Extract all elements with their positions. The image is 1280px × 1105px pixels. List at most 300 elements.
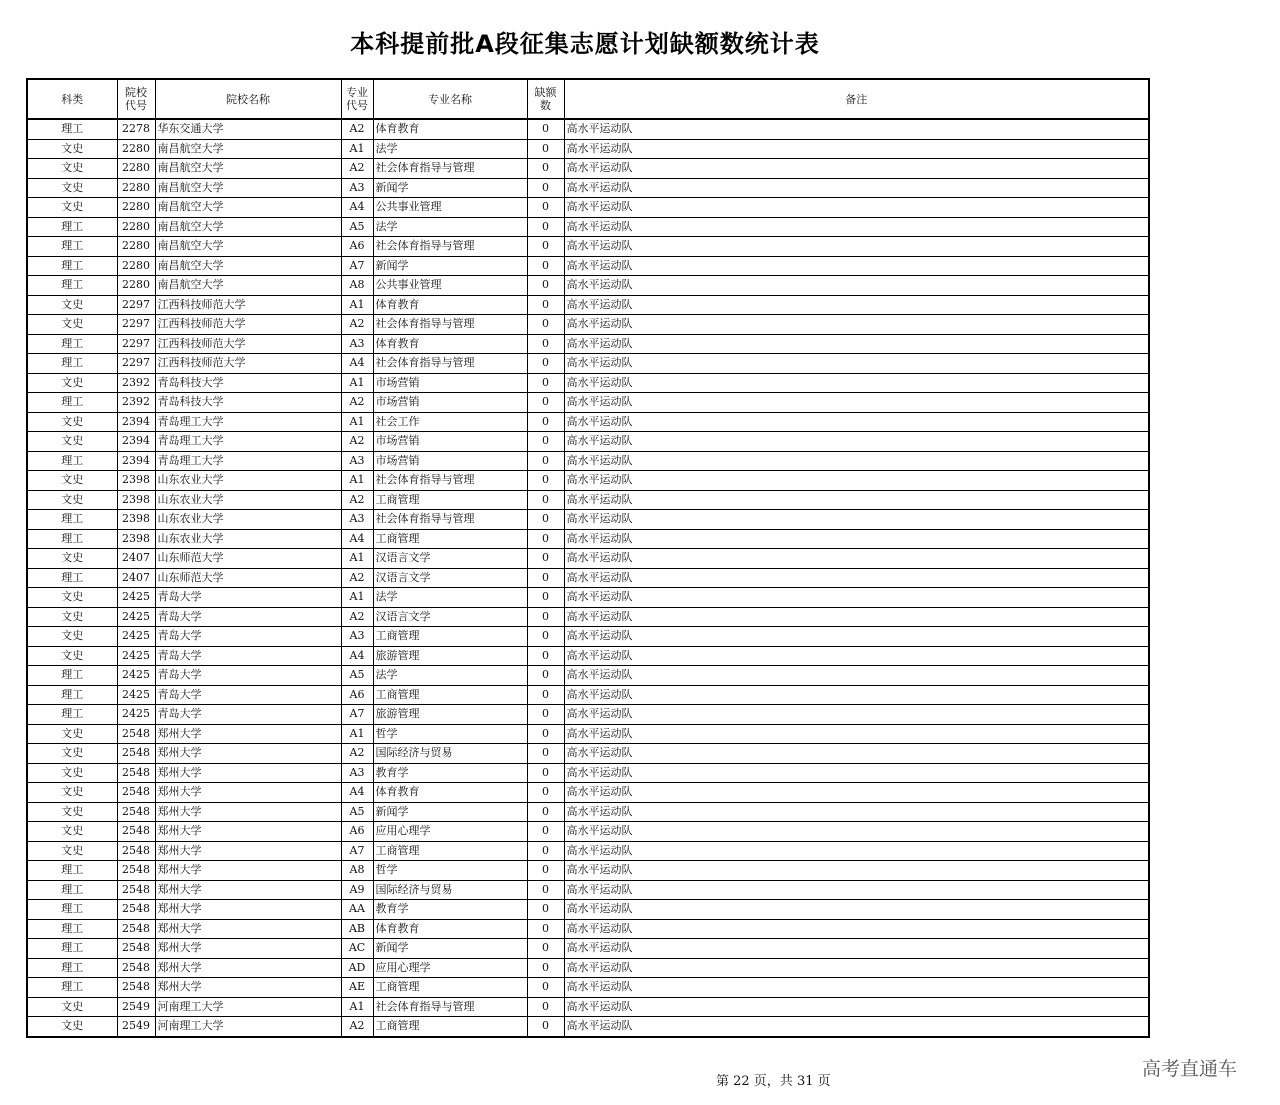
cell-major-name: 社会体育指导与管理 <box>373 471 527 491</box>
header-major-name: 专业名称 <box>373 79 527 119</box>
cell-category: 理工 <box>27 568 117 588</box>
cell-school-code: 2548 <box>117 978 155 998</box>
cell-vacancy: 0 <box>527 393 564 413</box>
cell-category: 理工 <box>27 334 117 354</box>
table-row <box>27 744 1149 764</box>
cell-major-name: 工商管理 <box>373 978 527 998</box>
cell-category: 文史 <box>27 159 117 179</box>
cell-major-name: 工商管理 <box>373 529 527 549</box>
cell-school-name: 郑州大学 <box>155 744 341 764</box>
cell-major-code: AE <box>341 978 373 998</box>
cell-category: 文史 <box>27 178 117 198</box>
cell-school-name: 郑州大学 <box>155 724 341 744</box>
cell-category: 理工 <box>27 256 117 276</box>
cell-major-code: A2 <box>341 315 373 335</box>
cell-category: 理工 <box>27 978 117 998</box>
cell-vacancy: 0 <box>527 315 564 335</box>
cell-category: 理工 <box>27 939 117 959</box>
cell-major-code: A4 <box>341 354 373 374</box>
cell-vacancy: 0 <box>527 880 564 900</box>
cell-remarks: 高水平运动队 <box>564 451 1149 471</box>
cell-school-name: 青岛大学 <box>155 588 341 608</box>
cell-major-name: 体育教育 <box>373 783 527 803</box>
header-vacancy: 缺额 数 <box>527 79 564 119</box>
cell-category: 理工 <box>27 958 117 978</box>
cell-school-code: 2398 <box>117 510 155 530</box>
cell-remarks: 高水平运动队 <box>564 958 1149 978</box>
cell-remarks: 高水平运动队 <box>564 607 1149 627</box>
cell-remarks: 高水平运动队 <box>564 256 1149 276</box>
cell-school-name: 青岛理工大学 <box>155 451 341 471</box>
cell-remarks: 高水平运动队 <box>564 139 1149 159</box>
watermark: 高考直通车 <box>1142 1058 1238 1080</box>
cell-major-code: A3 <box>341 510 373 530</box>
table-row <box>27 588 1149 608</box>
cell-school-name: 青岛大学 <box>155 705 341 725</box>
cell-major-code: A2 <box>341 607 373 627</box>
cell-school-name: 河南理工大学 <box>155 997 341 1017</box>
cell-remarks: 高水平运动队 <box>564 900 1149 920</box>
cell-major-code: A4 <box>341 198 373 218</box>
cell-major-code: A8 <box>341 861 373 881</box>
cell-school-code: 2280 <box>117 198 155 218</box>
cell-category: 文史 <box>27 198 117 218</box>
cell-school-code: 2407 <box>117 568 155 588</box>
table-row <box>27 1017 1149 1037</box>
cell-school-name: 青岛大学 <box>155 627 341 647</box>
cell-major-name: 汉语言文学 <box>373 549 527 569</box>
cell-category: 文史 <box>27 471 117 491</box>
cell-category: 文史 <box>27 315 117 335</box>
cell-major-code: A2 <box>341 432 373 452</box>
cell-remarks: 高水平运动队 <box>564 919 1149 939</box>
cell-major-name: 市场营销 <box>373 451 527 471</box>
cell-major-code: A2 <box>341 1017 373 1037</box>
cell-vacancy: 0 <box>527 471 564 491</box>
cell-school-code: 2297 <box>117 315 155 335</box>
table-row <box>27 549 1149 569</box>
cell-school-name: 南昌航空大学 <box>155 276 341 296</box>
cell-school-code: 2548 <box>117 724 155 744</box>
cell-school-code: 2549 <box>117 1017 155 1037</box>
cell-major-code: A1 <box>341 588 373 608</box>
cell-remarks: 高水平运动队 <box>564 880 1149 900</box>
cell-school-name: 山东农业大学 <box>155 471 341 491</box>
table-row <box>27 646 1149 666</box>
cell-category: 文史 <box>27 744 117 764</box>
cell-major-name: 教育学 <box>373 900 527 920</box>
cell-major-name: 公共事业管理 <box>373 198 527 218</box>
table-row <box>27 139 1149 159</box>
cell-vacancy: 0 <box>527 510 564 530</box>
cell-major-code: A5 <box>341 802 373 822</box>
table-header-row <box>27 79 1149 119</box>
cell-remarks: 高水平运动队 <box>564 315 1149 335</box>
cell-remarks: 高水平运动队 <box>564 354 1149 374</box>
cell-major-code: A1 <box>341 997 373 1017</box>
cell-major-code: A5 <box>341 666 373 686</box>
page-title: 本科提前批A段征集志愿计划缺额数统计表 <box>350 30 820 58</box>
cell-vacancy: 0 <box>527 529 564 549</box>
cell-major-code: A7 <box>341 841 373 861</box>
cell-vacancy: 0 <box>527 646 564 666</box>
cell-school-code: 2297 <box>117 354 155 374</box>
cell-category: 文史 <box>27 763 117 783</box>
cell-category: 理工 <box>27 393 117 413</box>
cell-category: 文史 <box>27 822 117 842</box>
table-row <box>27 451 1149 471</box>
cell-category: 理工 <box>27 880 117 900</box>
cell-vacancy: 0 <box>527 178 564 198</box>
cell-major-name: 社会体育指导与管理 <box>373 997 527 1017</box>
cell-major-code: A7 <box>341 256 373 276</box>
cell-major-code: A6 <box>341 237 373 257</box>
page-number: 第 22 页，共 31 页 <box>716 1074 831 1089</box>
cell-major-code: A3 <box>341 178 373 198</box>
cell-vacancy: 0 <box>527 198 564 218</box>
cell-school-code: 2280 <box>117 159 155 179</box>
cell-school-code: 2425 <box>117 646 155 666</box>
table-row <box>27 432 1149 452</box>
cell-major-name: 教育学 <box>373 763 527 783</box>
cell-major-name: 旅游管理 <box>373 705 527 725</box>
cell-major-code: AA <box>341 900 373 920</box>
cell-school-code: 2280 <box>117 178 155 198</box>
cell-vacancy: 0 <box>527 490 564 510</box>
cell-school-name: 南昌航空大学 <box>155 198 341 218</box>
cell-category: 文史 <box>27 490 117 510</box>
table-row <box>27 627 1149 647</box>
cell-major-code: A3 <box>341 627 373 647</box>
table-row <box>27 724 1149 744</box>
cell-school-name: 南昌航空大学 <box>155 178 341 198</box>
cell-remarks: 高水平运动队 <box>564 412 1149 432</box>
cell-remarks: 高水平运动队 <box>564 841 1149 861</box>
cell-major-code: A1 <box>341 549 373 569</box>
cell-school-code: 2548 <box>117 783 155 803</box>
cell-category: 理工 <box>27 237 117 257</box>
table-row <box>27 315 1149 335</box>
cell-major-name: 哲学 <box>373 861 527 881</box>
cell-school-name: 青岛科技大学 <box>155 393 341 413</box>
cell-major-code: A2 <box>341 744 373 764</box>
cell-school-code: 2548 <box>117 919 155 939</box>
cell-vacancy: 0 <box>527 276 564 296</box>
cell-major-code: A4 <box>341 646 373 666</box>
cell-major-code: A4 <box>341 529 373 549</box>
table-row <box>27 119 1149 139</box>
cell-major-name: 旅游管理 <box>373 646 527 666</box>
cell-remarks: 高水平运动队 <box>564 646 1149 666</box>
table-row <box>27 295 1149 315</box>
cell-major-name: 工商管理 <box>373 490 527 510</box>
cell-vacancy: 0 <box>527 627 564 647</box>
cell-school-code: 2398 <box>117 471 155 491</box>
table-row <box>27 471 1149 491</box>
table-row <box>27 607 1149 627</box>
cell-remarks: 高水平运动队 <box>564 159 1149 179</box>
cell-school-name: 江西科技师范大学 <box>155 354 341 374</box>
cell-major-name: 社会体育指导与管理 <box>373 315 527 335</box>
cell-major-code: A2 <box>341 119 373 139</box>
cell-school-code: 2425 <box>117 666 155 686</box>
cell-major-name: 社会体育指导与管理 <box>373 159 527 179</box>
cell-vacancy: 0 <box>527 607 564 627</box>
cell-vacancy: 0 <box>527 237 564 257</box>
table-row <box>27 841 1149 861</box>
cell-major-code: A9 <box>341 880 373 900</box>
table-row <box>27 763 1149 783</box>
cell-remarks: 高水平运动队 <box>564 724 1149 744</box>
cell-major-name: 社会体育指导与管理 <box>373 354 527 374</box>
cell-major-name: 社会体育指导与管理 <box>373 237 527 257</box>
cell-remarks: 高水平运动队 <box>564 373 1149 393</box>
cell-vacancy: 0 <box>527 139 564 159</box>
cell-category: 文史 <box>27 997 117 1017</box>
cell-school-name: 山东师范大学 <box>155 568 341 588</box>
cell-category: 文史 <box>27 627 117 647</box>
cell-major-name: 新闻学 <box>373 178 527 198</box>
cell-vacancy: 0 <box>527 705 564 725</box>
table-row <box>27 861 1149 881</box>
cell-school-name: 江西科技师范大学 <box>155 334 341 354</box>
table-row <box>27 334 1149 354</box>
cell-category: 文史 <box>27 646 117 666</box>
cell-major-name: 体育教育 <box>373 119 527 139</box>
cell-category: 理工 <box>27 510 117 530</box>
cell-category: 理工 <box>27 217 117 237</box>
cell-school-name: 山东农业大学 <box>155 490 341 510</box>
cell-major-name: 汉语言文学 <box>373 607 527 627</box>
table-row <box>27 900 1149 920</box>
cell-school-name: 山东农业大学 <box>155 510 341 530</box>
cell-category: 理工 <box>27 705 117 725</box>
cell-vacancy: 0 <box>527 119 564 139</box>
cell-category: 理工 <box>27 529 117 549</box>
cell-major-name: 应用心理学 <box>373 958 527 978</box>
cell-school-name: 江西科技师范大学 <box>155 295 341 315</box>
cell-school-code: 2394 <box>117 412 155 432</box>
cell-major-code: AB <box>341 919 373 939</box>
cell-school-name: 华东交通大学 <box>155 119 341 139</box>
cell-school-code: 2548 <box>117 822 155 842</box>
cell-remarks: 高水平运动队 <box>564 119 1149 139</box>
cell-school-code: 2280 <box>117 256 155 276</box>
cell-vacancy: 0 <box>527 432 564 452</box>
cell-category: 理工 <box>27 119 117 139</box>
cell-school-name: 青岛理工大学 <box>155 412 341 432</box>
cell-remarks: 高水平运动队 <box>564 178 1149 198</box>
cell-school-code: 2548 <box>117 802 155 822</box>
table-row <box>27 880 1149 900</box>
cell-remarks: 高水平运动队 <box>564 334 1149 354</box>
cell-vacancy: 0 <box>527 861 564 881</box>
cell-remarks: 高水平运动队 <box>564 939 1149 959</box>
cell-vacancy: 0 <box>527 939 564 959</box>
table-row <box>27 237 1149 257</box>
cell-school-code: 2280 <box>117 237 155 257</box>
cell-remarks: 高水平运动队 <box>564 978 1149 998</box>
table-row <box>27 256 1149 276</box>
cell-school-name: 郑州大学 <box>155 802 341 822</box>
cell-major-name: 汉语言文学 <box>373 568 527 588</box>
cell-school-name: 青岛大学 <box>155 666 341 686</box>
cell-vacancy: 0 <box>527 217 564 237</box>
cell-vacancy: 0 <box>527 783 564 803</box>
cell-major-code: A7 <box>341 705 373 725</box>
cell-remarks: 高水平运动队 <box>564 432 1149 452</box>
cell-school-code: 2549 <box>117 997 155 1017</box>
cell-major-name: 工商管理 <box>373 685 527 705</box>
table-row <box>27 178 1149 198</box>
cell-vacancy: 0 <box>527 568 564 588</box>
cell-remarks: 高水平运动队 <box>564 802 1149 822</box>
table-body <box>27 119 1149 1037</box>
table-row <box>27 373 1149 393</box>
cell-school-code: 2394 <box>117 432 155 452</box>
cell-remarks: 高水平运动队 <box>564 510 1149 530</box>
header-school-code: 院校 代号 <box>117 79 155 119</box>
cell-school-code: 2425 <box>117 627 155 647</box>
cell-remarks: 高水平运动队 <box>564 529 1149 549</box>
cell-vacancy: 0 <box>527 763 564 783</box>
table-row <box>27 412 1149 432</box>
cell-remarks: 高水平运动队 <box>564 568 1149 588</box>
cell-vacancy: 0 <box>527 354 564 374</box>
cell-major-name: 法学 <box>373 217 527 237</box>
cell-major-name: 哲学 <box>373 724 527 744</box>
cell-school-code: 2548 <box>117 861 155 881</box>
cell-school-code: 2280 <box>117 276 155 296</box>
cell-remarks: 高水平运动队 <box>564 1017 1149 1037</box>
cell-school-code: 2392 <box>117 373 155 393</box>
cell-category: 理工 <box>27 900 117 920</box>
cell-school-code: 2548 <box>117 841 155 861</box>
cell-remarks: 高水平运动队 <box>564 276 1149 296</box>
cell-school-name: 郑州大学 <box>155 978 341 998</box>
cell-major-code: A1 <box>341 471 373 491</box>
table-row <box>27 159 1149 179</box>
cell-school-code: 2425 <box>117 607 155 627</box>
cell-school-code: 2392 <box>117 393 155 413</box>
cell-major-code: A1 <box>341 373 373 393</box>
cell-category: 文史 <box>27 295 117 315</box>
cell-major-name: 体育教育 <box>373 334 527 354</box>
cell-category: 文史 <box>27 139 117 159</box>
cell-school-name: 郑州大学 <box>155 939 341 959</box>
table-row <box>27 490 1149 510</box>
cell-major-code: A2 <box>341 490 373 510</box>
cell-major-code: A4 <box>341 783 373 803</box>
cell-vacancy: 0 <box>527 958 564 978</box>
cell-school-name: 南昌航空大学 <box>155 237 341 257</box>
cell-remarks: 高水平运动队 <box>564 705 1149 725</box>
table-row <box>27 217 1149 237</box>
table-row <box>27 705 1149 725</box>
cell-vacancy: 0 <box>527 588 564 608</box>
cell-category: 文史 <box>27 607 117 627</box>
cell-vacancy: 0 <box>527 159 564 179</box>
cell-vacancy: 0 <box>527 256 564 276</box>
cell-school-code: 2280 <box>117 217 155 237</box>
cell-category: 理工 <box>27 919 117 939</box>
cell-school-code: 2548 <box>117 744 155 764</box>
cell-major-name: 工商管理 <box>373 1017 527 1037</box>
cell-major-code: A3 <box>341 763 373 783</box>
cell-major-code: AD <box>341 958 373 978</box>
cell-major-code: A2 <box>341 393 373 413</box>
table-row <box>27 510 1149 530</box>
cell-remarks: 高水平运动队 <box>564 549 1149 569</box>
cell-school-code: 2398 <box>117 529 155 549</box>
cell-category: 文史 <box>27 841 117 861</box>
cell-school-name: 南昌航空大学 <box>155 217 341 237</box>
cell-category: 理工 <box>27 666 117 686</box>
table-row <box>27 822 1149 842</box>
cell-major-code: A6 <box>341 822 373 842</box>
cell-major-name: 市场营销 <box>373 373 527 393</box>
cell-remarks: 高水平运动队 <box>564 685 1149 705</box>
cell-major-name: 公共事业管理 <box>373 276 527 296</box>
cell-school-name: 青岛大学 <box>155 607 341 627</box>
table-row <box>27 666 1149 686</box>
cell-major-code: A2 <box>341 568 373 588</box>
cell-school-name: 郑州大学 <box>155 919 341 939</box>
cell-vacancy: 0 <box>527 295 564 315</box>
cell-vacancy: 0 <box>527 373 564 393</box>
cell-remarks: 高水平运动队 <box>564 783 1149 803</box>
cell-category: 文史 <box>27 724 117 744</box>
cell-category: 理工 <box>27 685 117 705</box>
cell-category: 文史 <box>27 412 117 432</box>
cell-school-name: 青岛大学 <box>155 646 341 666</box>
header-school-name: 院校名称 <box>155 79 341 119</box>
cell-major-name: 法学 <box>373 588 527 608</box>
cell-school-name: 郑州大学 <box>155 763 341 783</box>
cell-major-name: 国际经济与贸易 <box>373 880 527 900</box>
cell-remarks: 高水平运动队 <box>564 763 1149 783</box>
cell-major-name: 工商管理 <box>373 841 527 861</box>
cell-school-name: 南昌航空大学 <box>155 139 341 159</box>
header-category: 科类 <box>27 79 117 119</box>
cell-vacancy: 0 <box>527 900 564 920</box>
cell-major-code: A3 <box>341 334 373 354</box>
cell-category: 文史 <box>27 802 117 822</box>
cell-major-name: 市场营销 <box>373 393 527 413</box>
cell-category: 理工 <box>27 354 117 374</box>
cell-vacancy: 0 <box>527 451 564 471</box>
cell-school-code: 2280 <box>117 139 155 159</box>
cell-school-code: 2278 <box>117 119 155 139</box>
table-row <box>27 529 1149 549</box>
table-row <box>27 997 1149 1017</box>
cell-category: 文史 <box>27 432 117 452</box>
cell-vacancy: 0 <box>527 822 564 842</box>
table-row <box>27 354 1149 374</box>
cell-category: 文史 <box>27 588 117 608</box>
header-remarks: 备注 <box>564 79 1149 119</box>
cell-school-name: 南昌航空大学 <box>155 256 341 276</box>
vacancy-table <box>26 78 1150 1038</box>
table-row <box>27 198 1149 218</box>
cell-major-code: A5 <box>341 217 373 237</box>
cell-major-name: 法学 <box>373 666 527 686</box>
cell-major-name: 国际经济与贸易 <box>373 744 527 764</box>
cell-major-name: 新闻学 <box>373 939 527 959</box>
cell-major-name: 应用心理学 <box>373 822 527 842</box>
cell-school-name: 郑州大学 <box>155 822 341 842</box>
cell-school-code: 2548 <box>117 958 155 978</box>
